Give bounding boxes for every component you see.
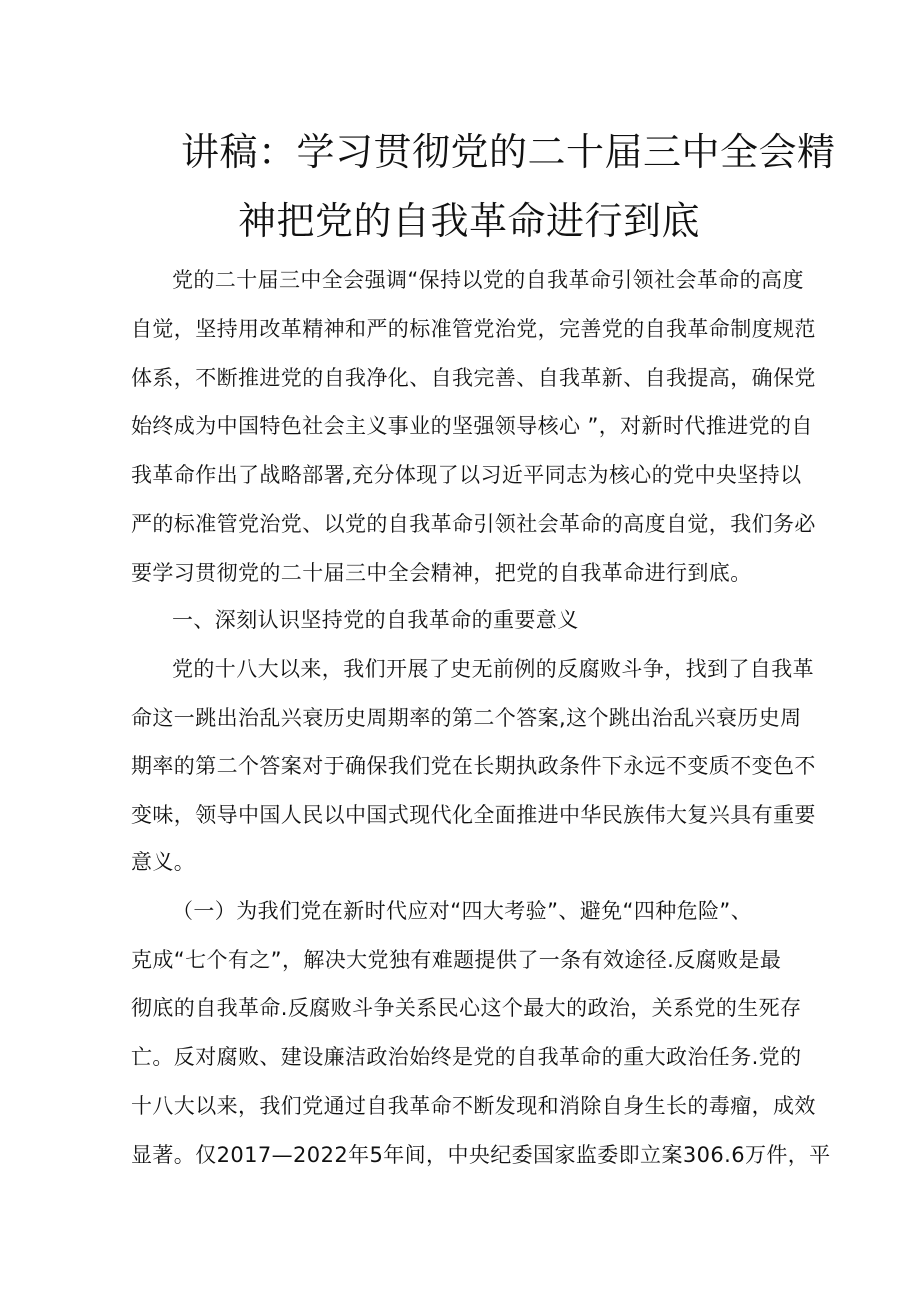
- paragraph-line: 期率的第二个答案对于确保我们党在长期执政条件下永远不变质不变色不: [131, 754, 816, 778]
- document-title-line-2: 神把党的自我革命进行到底: [238, 199, 701, 243]
- paragraph-line: 命这一跳出治乱兴衰历史周期率的第二个答案,这个跳出治乱兴衰历史周: [131, 706, 802, 730]
- paragraph-line: 克成“七个有之”，解决大党独有难题提供了一条有效途径.反腐败是最: [131, 948, 782, 972]
- paragraph-line: 党的十八大以来，我们开展了史无前例的反腐败斗争，找到了自我革: [172, 657, 814, 681]
- paragraph-line: 变味，领导中国人民以中国式现代化全面推进中华民族伟大复兴具有重要: [131, 803, 816, 827]
- paragraph-line: 严的标准管党治党、以党的自我革命引领社会革命的高度自觉，我们务必: [131, 512, 816, 536]
- paragraph-line: 十八大以来，我们党通过自我革命不断发现和消除自身生长的毒瘤，成效: [131, 1094, 816, 1118]
- section-heading: 一、深刻认识坚持党的自我革命的重要意义: [172, 608, 579, 632]
- paragraph-line: 要学习贯彻党的二十届三中全会精神，把党的自我革命进行到底。: [131, 561, 752, 585]
- paragraph-line: 彻底的自我革命.反腐败斗争关系民心这个最大的政治，关系党的生死存: [131, 996, 802, 1020]
- paragraph-line: 始终成为中国特色社会主义事业的坚强领导核心 ”，对新时代推进党的自: [131, 414, 813, 438]
- paragraph-line: 体系，不断推进党的自我净化、自我完善、自我革新、自我提高，确保党: [131, 366, 816, 390]
- paragraph-line: 亡。反对腐败、建设廉洁政治始终是党的自我革命的重大政治任务.党的: [131, 1045, 802, 1069]
- paragraph-line: 党的二十届三中全会强调“保持以党的自我革命引领社会革命的高度: [172, 268, 804, 292]
- paragraph-line: 自觉，坚持用改革精神和严的标准管党治党，完善党的自我革命制度规范: [131, 317, 816, 341]
- paragraph-line: 意义。: [131, 850, 196, 874]
- document-title-line-1: 讲稿：学习贯彻党的二十届三中全会精: [181, 130, 836, 174]
- paragraph-line: 显著。仅2017—2022年5年间，中央纪委国家监委即立案306.6万件，平: [131, 1143, 831, 1167]
- subsection-line: （一）为我们党在新时代应对“四大考验”、避免“四种危险”、: [172, 899, 753, 923]
- paragraph-line: 我革命作出了战略部署,充分体现了以习近平同志为核心的党中央坚持以: [131, 463, 802, 487]
